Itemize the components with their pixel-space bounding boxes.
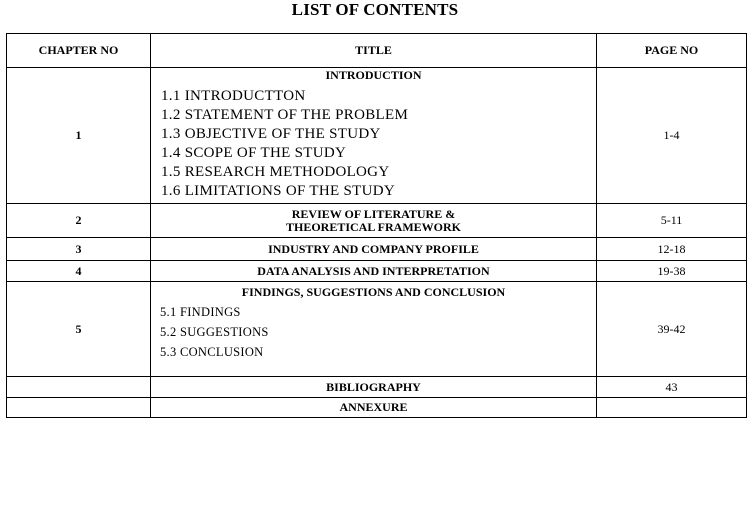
chapter-title: BIBLIOGRAPHY: [151, 377, 597, 398]
list-item: 1.1 INTRODUCTTON: [161, 88, 306, 104]
table-row: [7, 282, 747, 377]
header-page-no: PAGE NO: [597, 34, 747, 68]
chapter-number: 1: [7, 68, 151, 204]
chapter-title: REVIEW OF LITERATURE & THEORETICAL FRAMEWORK: [151, 204, 597, 238]
table-row: [7, 377, 747, 398]
list-item: 1.3 OBJECTIVE OF THE STUDY: [161, 126, 381, 142]
chapter-number: 5: [7, 282, 151, 377]
contents-table: [6, 33, 747, 418]
subsection-list: [151, 302, 596, 362]
table-header-row: [7, 34, 747, 68]
chapter-title: DATA ANALYSIS AND INTERPRETATION: [151, 261, 597, 282]
table-row: [7, 204, 747, 238]
header-title: TITLE: [151, 34, 597, 68]
list-item: 1.4 SCOPE OF THE STUDY: [161, 145, 347, 161]
chapter-title: INDUSTRY AND COMPANY PROFILE: [151, 238, 597, 261]
table-row: [7, 238, 747, 261]
chapter-number: 4: [7, 261, 151, 282]
list-item: 1.2 STATEMENT OF THE PROBLEM: [161, 107, 409, 123]
page-range: 12-18: [597, 238, 747, 261]
list-item: 5.3 CONCLUSION: [160, 345, 264, 359]
list-item: 1.6 LIMITATIONS OF THE STUDY: [161, 183, 396, 199]
list-item: 5.1 FINDINGS: [160, 305, 241, 319]
subsection-list: [151, 87, 596, 201]
chapter-title: FINDINGS, SUGGESTIONS AND CONCLUSION: [241, 285, 506, 299]
list-item: 1.5 RESEARCH METHODOLOGY: [161, 164, 390, 180]
table-row: [7, 261, 747, 282]
chapter-number: [7, 398, 151, 418]
page-range: 5-11: [597, 204, 747, 238]
chapter-number: 3: [7, 238, 151, 261]
table-row: [7, 398, 747, 418]
table-row: [7, 68, 747, 204]
chapter-title-cell: [151, 282, 597, 377]
page-range: 19-38: [597, 261, 747, 282]
page-title: LIST OF CONTENTS: [291, 0, 459, 19]
header-chapter-no: CHAPTER NO: [7, 34, 151, 68]
chapter-number: 2: [7, 204, 151, 238]
list-item: 5.2 SUGGESTIONS: [160, 325, 269, 339]
chapter-title: INTRODUCTION: [325, 68, 422, 82]
chapter-number: [7, 377, 151, 398]
page-range: 39-42: [597, 282, 747, 377]
page-range: [597, 398, 747, 418]
chapter-title: ANNEXURE: [151, 398, 597, 418]
page-range: 43: [597, 377, 747, 398]
chapter-title-cell: [151, 68, 597, 204]
page-range: 1-4: [597, 68, 747, 204]
